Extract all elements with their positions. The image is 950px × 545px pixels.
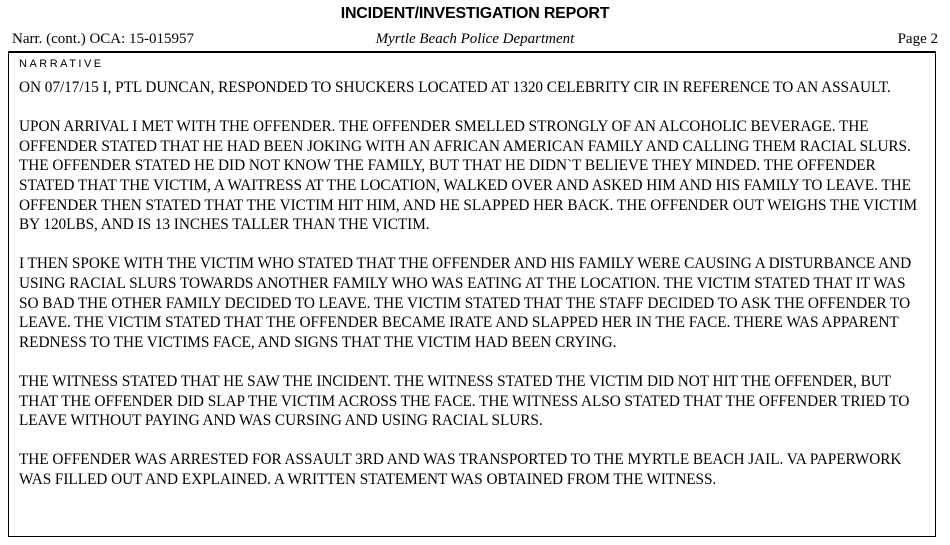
narrative-paragraph-response: ON 07/17/15 I, PTL DUNCAN, RESPONDED TO SHUCKERS LOCATED AT 1320 CELEBRITY CIR IN REFERENCE TO AN ASSAULT. bbox=[19, 79, 891, 96]
case-reference: Narr. (cont.) OCA: 15-015957 bbox=[12, 31, 195, 47]
narrative-label: NARRATIVE bbox=[19, 58, 104, 70]
report-title: INCIDENT/INVESTIGATION REPORT bbox=[340, 5, 610, 22]
narrative-paragraph-witness-statement: THE WITNESS STATED THAT HE SAW THE INCIDENT. THE WITNESS STATED THE VICTIM DID NOT HIT THE OFFENDER, BUT THAT THE OFFENDER DID SLAP THE VICTIM ACROSS THE FACE. THE WITNESS ALSO STATED THAT THE OFFENDER TRIED TO LEAVE WITHOUT PAYING AND WAS CURSING AND USING RACIAL SLURS. bbox=[19, 372, 910, 430]
department-name: Myrtle Beach Police Department bbox=[375, 31, 575, 47]
narrative-paragraph-victim-statement: I THEN SPOKE WITH THE VICTIM WHO STATED THAT THE OFFENDER AND HIS FAMILY WERE CAUSING A DISTURBANCE AND USING RACIAL SLURS TOWARDS ANOTHER FAMILY WHO WAS EATING AT THE LOCATION. THE VICTIM STATED THAT IT WAS SO BAD THE OTHER FAMILY DECIDED TO LEAVE. THE VICTIM STATED THAT THE STAFF DECIDED TO ASK THE OFFENDER TO LEAVE. THE VICTIM STATED THAT THE OFFENDER BECAME IRATE AND SLAPPED HER IN THE FACE. THERE WAS APPARENT REDNESS TO THE VICTIMS FACE, AND SIGNS THAT THE VICTIM HAD BEEN CRYING. bbox=[19, 255, 912, 351]
page-number: Page 2 bbox=[897, 31, 938, 47]
narrative-body bbox=[19, 78, 927, 489]
narrative-section bbox=[8, 51, 936, 537]
narrative-paragraph-arrest: THE OFFENDER WAS ARRESTED FOR ASSAULT 3RD AND WAS TRANSPORTED TO THE MYRTLE BEACH JAIL. VA PAPERWORK WAS FILLED OUT AND EXPLAINED. A WRITTEN STATEMENT WAS OBTAINED FROM THE WITNESS. bbox=[19, 451, 902, 488]
narrative-paragraph-offender-statement: UPON ARRIVAL I MET WITH THE OFFENDER. THE OFFENDER SMELLED STRONGLY OF AN ALCOHOLIC BEVERAGE. THE OFFENDER STATED THAT HE HAD BEEN JOKING WITH AN AFRICAN AMERICAN FAMILY AND CALLING THEM RACIAL SLURS. THE OFFENDER STATED HE DID NOT KNOW THE FAMILY, BUT THAT HE DIDN`T BELIEVE THEY MINDED. THE OFFENDER STATED THAT THE VICTIM, A WAITRESS AT THE LOCATION, WALKED OVER AND ASKED HIM AND HIS FAMILY TO LEAVE. THE OFFENDER THEN STATED THAT THE VICTIM HIT HIM, AND HE SLAPPED HER BACK. THE OFFENDER OUT WEIGHS THE VICTIM BY 120LBS, AND IS 13 INCHES TALLER THAN THE VICTIM. bbox=[19, 118, 918, 234]
report-subheader bbox=[8, 29, 942, 49]
